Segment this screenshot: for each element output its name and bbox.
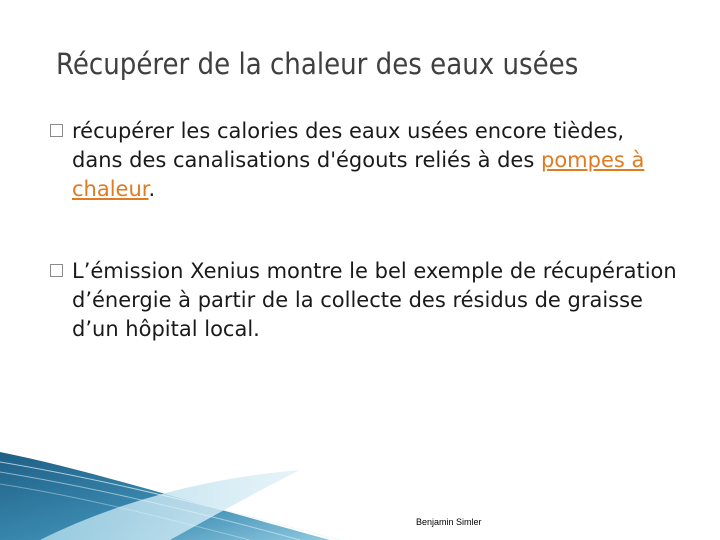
- bullet-text-1: [50, 117, 680, 204]
- bullet-text-2: L’émission Xenius montre le bel exemple de récupération d’énergie à partir de la collecte des résidus de graisse d’un hôpital local.: [72, 259, 677, 341]
- bullet-item-2: [50, 257, 680, 344]
- square-bullet-icon: [50, 124, 63, 137]
- pompes-a-chaleur-link[interactable]: pompes à chaleur: [72, 148, 645, 201]
- square-bullet-icon: [50, 264, 63, 277]
- bullet-1-text-before: récupérer les calories des eaux usées encore tièdes, dans des canalisations d'égouts reliés à des: [72, 119, 625, 172]
- bullet-1-text-after: .: [148, 177, 156, 201]
- slide-title: Récupérer de la chaleur des eaux usées: [56, 47, 579, 81]
- bullet-item-1: [50, 117, 680, 204]
- footer-author: Benjamin Simler: [416, 517, 482, 527]
